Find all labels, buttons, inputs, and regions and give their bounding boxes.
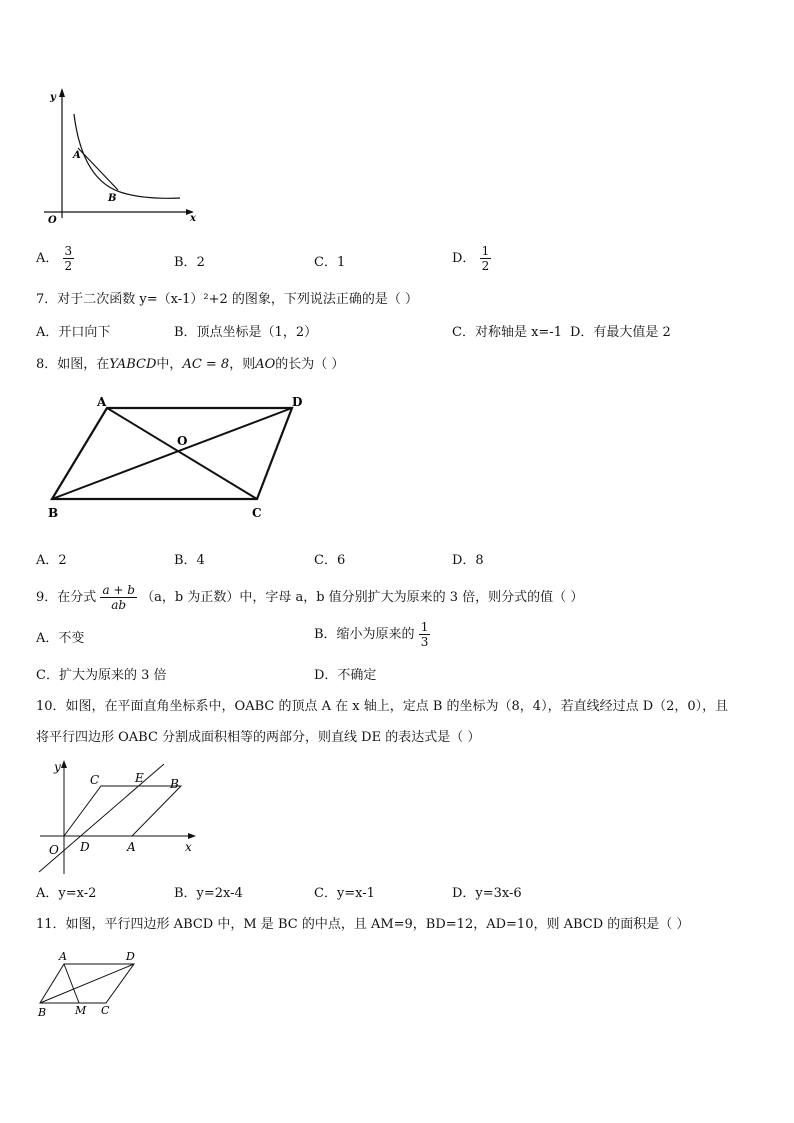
q9-option-b-fraction: [419, 620, 431, 649]
q6-option-d[interactable]: [452, 244, 491, 273]
q9-option-a[interactable]: A．不变: [36, 631, 85, 646]
q10-number: 10．: [36, 699, 66, 714]
q10-option-d[interactable]: D．y=3x-6: [452, 886, 522, 901]
q6-point-b-label: B: [108, 193, 117, 204]
q8-stem-a: 如图，在: [57, 357, 110, 372]
q11-stem-text: 如图，平行四边形 ABCD 中，M 是 BC 的中点，且 AM=9，BD=12，AD=10，则 ABCD 的面积是（ ）: [65, 917, 690, 932]
q11-stem: [36, 916, 689, 934]
q8-label-d: D: [292, 395, 303, 409]
q6-option-b[interactable]: [174, 254, 205, 272]
q11-parallelogram-figure: [34, 946, 144, 1020]
q9-stem-a: 在分式: [57, 590, 97, 605]
q10-stem-line2: 将平行四边形 OABC 分割成面积相等的两部分，则直线 DE 的表达式是（ ）: [36, 730, 481, 745]
q6-option-b-letter: B．: [174, 255, 197, 270]
q6-option-d-num: 1: [481, 244, 490, 258]
q9-option-b[interactable]: [314, 620, 430, 649]
q9-option-b-text: B．缩小为原来的: [314, 626, 415, 642]
q8-condition: AC = 8: [182, 357, 230, 372]
q8-stem: [36, 356, 344, 374]
q8-stem-d: 的长为（ ）: [275, 357, 345, 372]
q9-option-c[interactable]: C．扩大为原来的 3 倍: [36, 668, 167, 683]
q11-number: 11．: [36, 917, 66, 932]
q7-option-b[interactable]: B．顶点坐标是（1，2）: [174, 325, 318, 340]
q6-y-label: y: [50, 92, 56, 103]
q10-option-b[interactable]: B．y=2x-4: [174, 886, 243, 901]
q10-option-c[interactable]: C．y=x-1: [314, 886, 375, 901]
q10-a-label: A: [127, 840, 136, 854]
q7-stem: [36, 291, 418, 309]
q9-stem: [36, 581, 583, 615]
q10-option-a[interactable]: A．y=x-2: [36, 886, 97, 901]
q8-parallelogram-figure: [40, 390, 315, 525]
q7-option-d[interactable]: D．有最大值是 2: [570, 325, 671, 340]
q6-option-d-letter: D．: [452, 250, 476, 266]
q8-option-a[interactable]: A．2: [36, 553, 67, 568]
q8-option-b[interactable]: B．4: [174, 553, 205, 568]
q10-b-label: B: [170, 777, 179, 791]
q9-option-d[interactable]: D．不确定: [314, 668, 377, 683]
q6-option-c[interactable]: [314, 254, 345, 272]
q6-option-d-den: 2: [481, 259, 490, 273]
q7-number: 7．: [36, 292, 58, 307]
q6-option-c-letter: C．: [314, 255, 337, 270]
q9-option-b-den: 3: [420, 635, 429, 649]
q10-x-label: x: [185, 840, 192, 854]
q8-number: 8．: [36, 357, 58, 372]
q6-option-a-num: 3: [64, 244, 73, 258]
q8-stem-c: ，则: [229, 357, 256, 372]
q9-fraction: [100, 583, 137, 612]
q6-curve-figure: [40, 86, 205, 228]
q8-shape: YABCD: [109, 357, 157, 372]
q6-option-a[interactable]: [36, 244, 74, 273]
q9-stem-b: （a，b 为正数）中，字母 a，b 值分别扩大为原来的 3 倍，则分式的值（ ）: [141, 590, 584, 605]
q9-fraction-num: a + b: [102, 583, 135, 597]
q6-point-a-label: A: [73, 150, 81, 161]
q7-option-a[interactable]: A．开口向下: [36, 325, 111, 340]
q9-number: 9．: [36, 590, 58, 605]
q7-stem-text: 对于二次函数 y=（x-1）²+2 的图象，下列说法正确的是（ ）: [57, 292, 419, 307]
q9-fraction-den: ab: [111, 598, 127, 612]
q10-e-label: E: [135, 771, 144, 785]
q10-o-label: O: [49, 843, 59, 857]
q11-label-c: C: [101, 1004, 110, 1017]
q8-label-o: O: [177, 434, 188, 448]
q8-stem-b: 中，: [156, 357, 183, 372]
q10-y-label: y: [54, 760, 61, 774]
q11-label-d: D: [126, 950, 135, 963]
q11-label-m: M: [75, 1004, 87, 1017]
q6-option-a-letter: A．: [36, 250, 59, 266]
q8-ao: AO: [255, 357, 276, 372]
q8-label-a: A: [97, 395, 107, 409]
q6-option-b-text: 2: [196, 255, 205, 270]
q6-option-a-den: 2: [64, 259, 73, 273]
q6-origin-label: O: [48, 215, 57, 226]
q6-option-c-text: 1: [336, 255, 346, 270]
q10-stem-line1-text: 如图，在平面直角坐标系中，OABC 的顶点 A 在 x 轴上，定点 B 的坐标为（8，4），若直线经过点 D（2，0），且: [65, 699, 729, 714]
q8-label-b: B: [48, 506, 59, 520]
q6-option-a-fraction: [63, 244, 75, 273]
q10-c-label: C: [90, 773, 100, 787]
q7-option-c[interactable]: C．对称轴是 x=-1: [452, 325, 562, 340]
q6-x-label: x: [190, 213, 196, 224]
q8-option-c[interactable]: C．6: [314, 553, 346, 568]
q9-option-b-num: 1: [420, 620, 429, 634]
q11-label-b: B: [38, 1006, 47, 1019]
q10-stem-line1: [36, 698, 728, 716]
q10-coordinate-figure: [34, 758, 200, 878]
q8-option-d[interactable]: D．8: [452, 553, 484, 568]
q11-label-a: A: [59, 950, 67, 963]
q6-option-d-fraction: [480, 244, 492, 273]
q8-label-c: C: [252, 506, 262, 520]
q10-d-label: D: [80, 840, 90, 854]
